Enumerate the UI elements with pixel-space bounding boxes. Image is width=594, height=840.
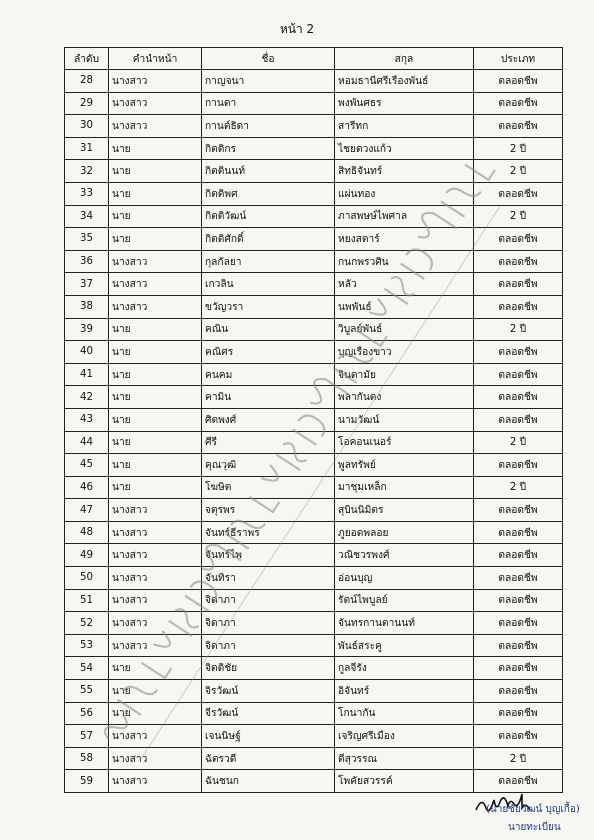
row-type: 2 ปี (474, 476, 563, 499)
row-first-name: กาญจนา (202, 70, 335, 93)
row-order: 29 (65, 92, 109, 115)
table-row (65, 454, 563, 477)
row-order: 38 (65, 295, 109, 318)
row-surname: โอคอนเนอร์ (335, 431, 474, 454)
row-type: ตลอดชีพ (474, 725, 563, 748)
signer-name: (นายชัยวัฒน์ บุญเกื้อ) (486, 804, 580, 815)
row-surname: รัตน์ไพบูลย์ (335, 589, 474, 612)
row-type: ตลอดชีพ (474, 567, 563, 590)
table-row (65, 228, 563, 251)
row-type: ตลอดชีพ (474, 182, 563, 205)
row-order: 51 (65, 589, 109, 612)
row-surname: กนกพรวศิน (335, 250, 474, 273)
row-title: นาย (109, 363, 202, 386)
row-type: 2 ปี (474, 205, 563, 228)
row-title: นาย (109, 702, 202, 725)
table-body (65, 70, 563, 793)
table-row (65, 205, 563, 228)
header-type: ประเภท (474, 48, 563, 70)
row-first-name: ฉัตรวดี (202, 747, 335, 770)
row-surname: พูลทรัพย์ (335, 454, 474, 477)
row-type: ตลอดชีพ (474, 657, 563, 680)
row-order: 52 (65, 612, 109, 635)
row-title: นางสาว (109, 115, 202, 138)
page-number: หน้า 2 (279, 22, 315, 36)
row-title: นาย (109, 386, 202, 409)
table-row (65, 521, 563, 544)
table-row (65, 92, 563, 115)
row-type: 2 ปี (474, 318, 563, 341)
table-row (65, 295, 563, 318)
row-first-name: ศีรี (202, 431, 335, 454)
row-type: ตลอดชีพ (474, 702, 563, 725)
row-first-name: คามิน (202, 386, 335, 409)
row-order: 58 (65, 747, 109, 770)
row-order: 48 (65, 521, 109, 544)
row-first-name: จตุรพร (202, 499, 335, 522)
row-type: ตลอดชีพ (474, 363, 563, 386)
table-header-row (65, 48, 563, 70)
row-type: ตลอดชีพ (474, 386, 563, 409)
row-first-name: คณิศร (202, 341, 335, 364)
row-type: ตลอดชีพ (474, 273, 563, 296)
row-first-name: จันทร์ไพ (202, 544, 335, 567)
row-surname: มาชุมเหล็ก (335, 476, 474, 499)
row-title: นาย (109, 341, 202, 364)
row-title: นางสาว (109, 499, 202, 522)
table-row (65, 431, 563, 454)
row-title: นางสาว (109, 544, 202, 567)
table-row (65, 115, 563, 138)
row-title: นาย (109, 160, 202, 183)
row-order: 35 (65, 228, 109, 251)
row-first-name: โฆษิต (202, 476, 335, 499)
table-row (65, 160, 563, 183)
row-type: ตลอดชีพ (474, 589, 563, 612)
row-surname: พันธ์สระคู (335, 634, 474, 657)
row-type: ตลอดชีพ (474, 680, 563, 703)
row-type: 2 ปี (474, 431, 563, 454)
row-first-name: กิตตินนท์ (202, 160, 335, 183)
row-order: 28 (65, 70, 109, 93)
row-order: 33 (65, 182, 109, 205)
row-order: 54 (65, 657, 109, 680)
row-title: นาย (109, 431, 202, 454)
row-title: นางสาว (109, 770, 202, 793)
row-first-name: กิตติพศ (202, 182, 335, 205)
row-type: ตลอดชีพ (474, 612, 563, 635)
row-title: นาย (109, 318, 202, 341)
row-surname: บุญเรืองขาว (335, 341, 474, 364)
row-order: 56 (65, 702, 109, 725)
row-first-name: จิดาภา (202, 634, 335, 657)
row-type: ตลอดชีพ (474, 341, 563, 364)
row-surname: โกนากัน (335, 702, 474, 725)
row-type: ตลอดชีพ (474, 250, 563, 273)
row-order: 37 (65, 273, 109, 296)
row-type: 2 ปี (474, 747, 563, 770)
row-order: 43 (65, 408, 109, 431)
row-type: ตลอดชีพ (474, 499, 563, 522)
row-order: 32 (65, 160, 109, 183)
row-order: 47 (65, 499, 109, 522)
row-order: 57 (65, 725, 109, 748)
row-surname: ตีสุวรรณ (335, 747, 474, 770)
row-surname: จันทรกานตานนท์ (335, 612, 474, 635)
row-title: นางสาว (109, 273, 202, 296)
row-type: 2 ปี (474, 137, 563, 160)
row-title: นางสาว (109, 521, 202, 544)
header-title: คำนำหน้า (109, 48, 202, 70)
row-order: 41 (65, 363, 109, 386)
row-first-name: จิตติชัย (202, 657, 335, 680)
row-order: 36 (65, 250, 109, 273)
row-type: ตลอดชีพ (474, 408, 563, 431)
row-type: 2 ปี (474, 160, 563, 183)
table-row (65, 182, 563, 205)
row-title: นาย (109, 137, 202, 160)
row-surname: วิบูลย์พันธ์ (335, 318, 474, 341)
row-surname: ภาสพษษ์ไพศาล (335, 205, 474, 228)
row-type: ตลอดชีพ (474, 115, 563, 138)
row-title: นางสาว (109, 567, 202, 590)
table-row (65, 634, 563, 657)
row-title: นาย (109, 408, 202, 431)
row-type: ตลอดชีพ (474, 454, 563, 477)
row-type: ตลอดชีพ (474, 521, 563, 544)
table-row (65, 702, 563, 725)
row-surname: สิทธิจันทร์ (335, 160, 474, 183)
table-row (65, 250, 563, 273)
row-title: นาย (109, 454, 202, 477)
row-order: 39 (65, 318, 109, 341)
row-title: นางสาว (109, 725, 202, 748)
row-type: ตลอดชีพ (474, 634, 563, 657)
row-order: 55 (65, 680, 109, 703)
row-title: นาย (109, 680, 202, 703)
row-first-name: จิรวัฒน์ (202, 680, 335, 703)
row-first-name: เกวลิน (202, 273, 335, 296)
row-surname: โพคัยสวรรค์ (335, 770, 474, 793)
row-order: 42 (65, 386, 109, 409)
row-surname: กูลจีรัง (335, 657, 474, 680)
row-surname: นามวัฒน์ (335, 408, 474, 431)
table-row (65, 747, 563, 770)
row-first-name: เจนนิษฐ์ (202, 725, 335, 748)
row-order: 59 (65, 770, 109, 793)
row-order: 53 (65, 634, 109, 657)
table-row (65, 657, 563, 680)
table-row (65, 408, 563, 431)
row-surname: หลัว (335, 273, 474, 296)
table-row (65, 318, 563, 341)
row-title: นางสาว (109, 92, 202, 115)
row-first-name: กานดา (202, 92, 335, 115)
table-row (65, 725, 563, 748)
table-row (65, 612, 563, 635)
row-type: ตลอดชีพ (474, 295, 563, 318)
member-table (64, 47, 563, 793)
row-order: 31 (65, 137, 109, 160)
row-surname: อ่อนบุญ (335, 567, 474, 590)
row-surname: เจริญศรีเมือง (335, 725, 474, 748)
row-surname: หยงสตาร์ (335, 228, 474, 251)
table-row (65, 363, 563, 386)
row-surname: สุบินนิมิตร (335, 499, 474, 522)
table-row (65, 499, 563, 522)
table-row (65, 70, 563, 93)
row-type: ตลอดชีพ (474, 770, 563, 793)
row-surname: พงพันศธร (335, 92, 474, 115)
row-surname: วณิชวรพงศ์ (335, 544, 474, 567)
row-first-name: จิดาภา (202, 612, 335, 635)
row-surname: แผ่นทอง (335, 182, 474, 205)
row-first-name: กิตติกร (202, 137, 335, 160)
table-row (65, 544, 563, 567)
table-row (65, 341, 563, 364)
row-surname: ภูยอดพลอย (335, 521, 474, 544)
row-title: นางสาว (109, 612, 202, 635)
row-first-name: คุณวุฒิ (202, 454, 335, 477)
row-surname: ไชยดวงแก้ว (335, 137, 474, 160)
row-title: นางสาว (109, 70, 202, 93)
row-first-name: คณิน (202, 318, 335, 341)
row-order: 34 (65, 205, 109, 228)
table-row (65, 273, 563, 296)
row-title: นาย (109, 228, 202, 251)
row-first-name: จันทร์ธีราพร (202, 521, 335, 544)
row-surname: อิจันทร์ (335, 680, 474, 703)
row-order: 30 (65, 115, 109, 138)
row-first-name: จันทิรา (202, 567, 335, 590)
row-first-name: กุลกัลยา (202, 250, 335, 273)
header-order: ลำดับ (65, 48, 109, 70)
row-title: นางสาว (109, 589, 202, 612)
table-row (65, 680, 563, 703)
row-order: 40 (65, 341, 109, 364)
row-title: นางสาว (109, 250, 202, 273)
row-first-name: คนคม (202, 363, 335, 386)
row-surname: หอมธานีศรีเรืองพันธ์ (335, 70, 474, 93)
row-order: 50 (65, 567, 109, 590)
row-type: ตลอดชีพ (474, 92, 563, 115)
row-title: นาย (109, 657, 202, 680)
row-first-name: จิดาภา (202, 589, 335, 612)
row-order: 49 (65, 544, 109, 567)
row-first-name: ฉันชนก (202, 770, 335, 793)
table-row (65, 386, 563, 409)
row-order: 44 (65, 431, 109, 454)
header-first-name: ชื่อ (202, 48, 335, 70)
table-row (65, 770, 563, 793)
table-row (65, 589, 563, 612)
table-row (65, 567, 563, 590)
row-first-name: กานต์ธิดา (202, 115, 335, 138)
row-order: 46 (65, 476, 109, 499)
row-first-name: กิตติวัฒน์ (202, 205, 335, 228)
row-title: นางสาว (109, 634, 202, 657)
row-title: นางสาว (109, 295, 202, 318)
row-type: ตลอดชีพ (474, 544, 563, 567)
row-surname: นพพันธ์ (335, 295, 474, 318)
row-order: 45 (65, 454, 109, 477)
row-title: นาย (109, 182, 202, 205)
row-first-name: จีรวัฒน์ (202, 702, 335, 725)
row-surname: สารีทก (335, 115, 474, 138)
row-title: นาย (109, 476, 202, 499)
signer-title: นายทะเบียน (508, 822, 561, 833)
row-first-name: ศิตพงศ์ (202, 408, 335, 431)
header-surname: สกุล (335, 48, 474, 70)
row-first-name: กิตติศักดิ์ (202, 228, 335, 251)
row-first-name: ขวัญวรา (202, 295, 335, 318)
row-type: ตลอดชีพ (474, 70, 563, 93)
row-type: ตลอดชีพ (474, 228, 563, 251)
row-title: นางสาว (109, 747, 202, 770)
table-row (65, 476, 563, 499)
row-surname: พลากันตง (335, 386, 474, 409)
row-surname: จินดามัย (335, 363, 474, 386)
row-title: นาย (109, 205, 202, 228)
table-row (65, 137, 563, 160)
